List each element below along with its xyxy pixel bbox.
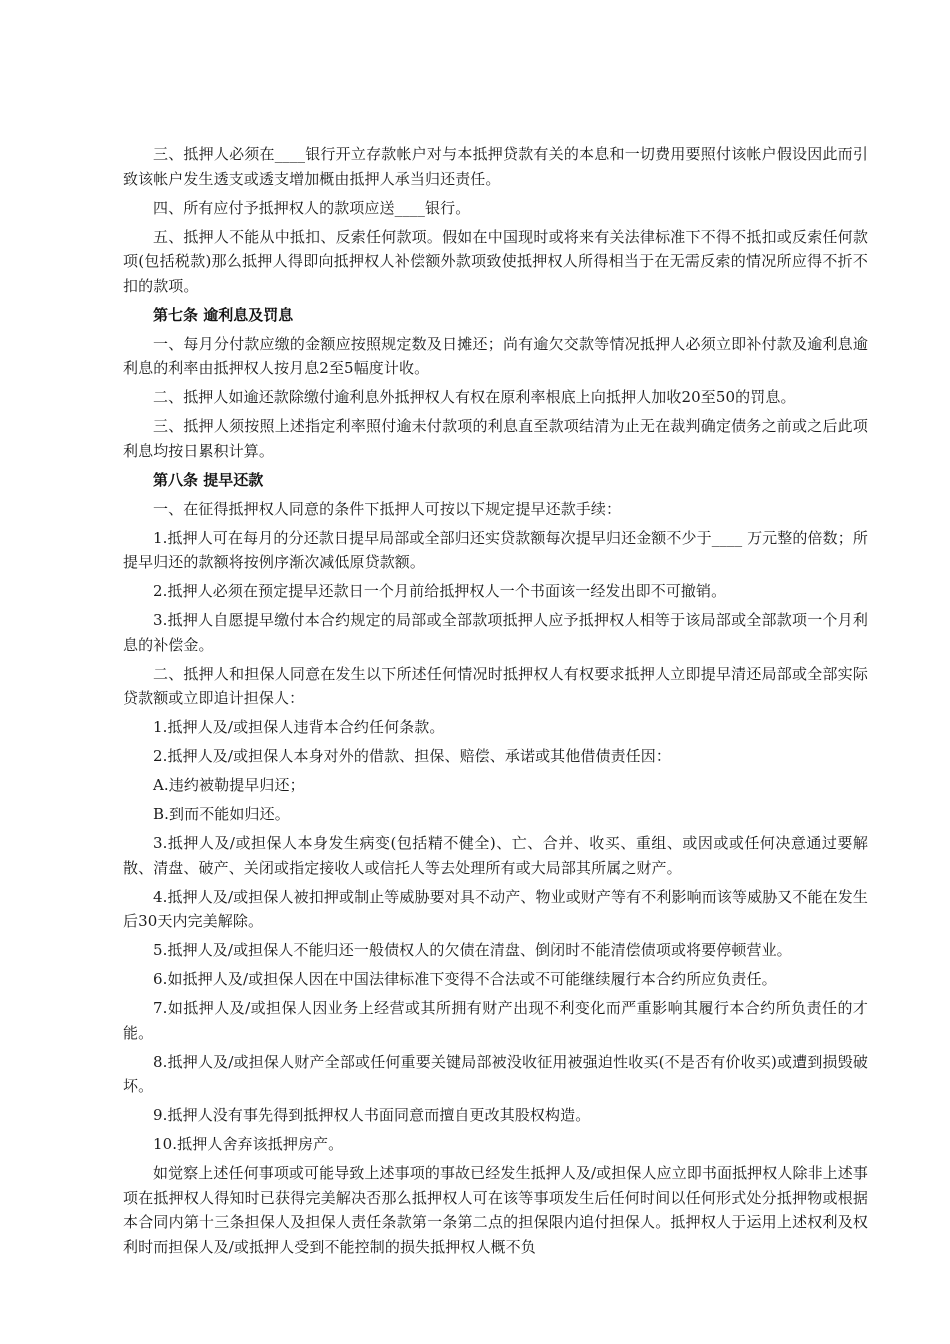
paragraph: 三、抵押人须按照上述指定利率照付逾未付款项的利息直至款项结清为止无在裁判确定债务之前或之后此项利息均按日累积计算。 xyxy=(123,417,868,460)
paragraph: 三、抵押人必须在____银行开立存款帐户对与本抵押贷款有关的本息和一切费用要照付该帐户假设因此而引致该帐户发生透支或透支增加概由抵押人承当归还责任。 xyxy=(123,145,868,188)
paragraph: 1.抵押人及/或担保人违背本合约任何条款。 xyxy=(153,718,445,736)
paragraph: 4.抵押人及/或担保人被扣押或制止等威胁要对具不动产、物业或财产等有不利影响而该等威胁又不能在发生后30天内完美解除。 xyxy=(123,887,868,930)
paragraph: 3.抵押人及/或担保人本身发生病变(包括精不健全)、亡、合并、收买、重组、或因或或任何决意通过要解散、清盘、破产、关闭或指定接收人或信托人等去处理所有或大局部其所属之财产。 xyxy=(123,834,868,877)
paragraph: 二、抵押人如逾还款除缴付逾利息外抵押权人有权在原利率根底上向抵押人加收20至50的罚息。 xyxy=(153,388,796,406)
paragraph: 9.抵押人没有事先得到抵押权人书面同意而擅自更改其股权构造。 xyxy=(153,1106,591,1124)
paragraph: 3.抵押人自愿提早缴付本合约规定的局部或全部款项抵押人应予抵押权人相等于该局部或全部款项一个月利息的补偿金。 xyxy=(123,611,868,654)
paragraph: 2.抵押人及/或担保人本身对外的借款、担保、赔偿、承诺或其他借债责任因： xyxy=(153,747,671,765)
paragraph: 5.抵押人及/或担保人不能归还一般债权人的欠债在清盘、倒闭时不能清偿债项或将要停顿营业。 xyxy=(153,941,792,959)
paragraph: 8.抵押人及/或担保人财产全部或任何重要关键局部被没收征用被强迫性收买(不是否有价收买)或遭到损毁破坏。 xyxy=(123,1052,868,1095)
paragraph: 一、在征得抵押权人同意的条件下抵押人可按以下规定提早还款手续： xyxy=(153,499,622,518)
paragraph: 1.抵押人可在每月的分还款日提早局部或全部归还实贷款额每次提早归还金额不少于____ 万元整的倍数；所提早归还的款额将按例序渐次减低原贷款额。 xyxy=(123,528,868,571)
paragraph: 二、抵押人和担保人同意在发生以下所述任何情况时抵押权人有权要求抵押人立即提早清还局部或全部实际贷款额或立即追计担保人： xyxy=(123,664,868,707)
section-heading: 第八条 提早还款 xyxy=(153,470,264,489)
paragraph: 如觉察上述任何事项或可能导致上述事项的事故已经发生抵押人及/或担保人应立即书面抵押权人除非上述事项在抵押权人得知时已获得完美解决否那么抵押权人可在该等事项发生后任何时间以任何形式处分抵押物或根据本合同内第十三条担保人及担保人责任条款第一条第二点的担保限内追付担保人。抵押权人于运用上述权利及权利时而担保人及/或抵押人受到不能控制的损失抵押权人概不负 xyxy=(123,1164,868,1256)
paragraph: 四、所有应付予抵押权人的款项应送____银行。 xyxy=(153,198,471,217)
paragraph: 一、每月分付款应缴的金额应按照规定数及日摊还；尚有逾欠交款等情况抵押人必须立即补付款及逾利息逾利息的利率由抵押权人按月息2至5幅度计收。 xyxy=(123,334,868,377)
paragraph: A.违约被勒提早归还； xyxy=(153,776,305,794)
paragraph: 五、抵押人不能从中抵扣、反索任何款项。假如在中国现时或将来有关法律标准下不得不抵扣或反索任何款项(包括税款)那么抵押人得即向抵押权人补偿额外款项致使抵押权人所得相当于在无需反索的情况所应得不折不扣的款项。 xyxy=(123,227,868,295)
paragraph: B.到而不能如归还。 xyxy=(153,805,290,823)
paragraph: 2.抵押人必须在预定提早还款日一个月前给抵押权人一个书面该一经发出即不可撤销。 xyxy=(153,582,727,600)
paragraph: 6.如抵押人及/或担保人因在中国法律标准下变得不合法或不可能继续履行本合约所应负责任。 xyxy=(153,970,777,988)
paragraph: 7.如抵押人及/或担保人因业务上经营或其所拥有财产出现不利变化而严重影响其履行本合约所负责任的才能。 xyxy=(123,999,868,1042)
paragraph: 10.抵押人舍弃该抵押房产。 xyxy=(153,1135,344,1153)
section-heading: 第七条 逾利息及罚息 xyxy=(153,305,294,324)
document-page xyxy=(123,142,868,1264)
